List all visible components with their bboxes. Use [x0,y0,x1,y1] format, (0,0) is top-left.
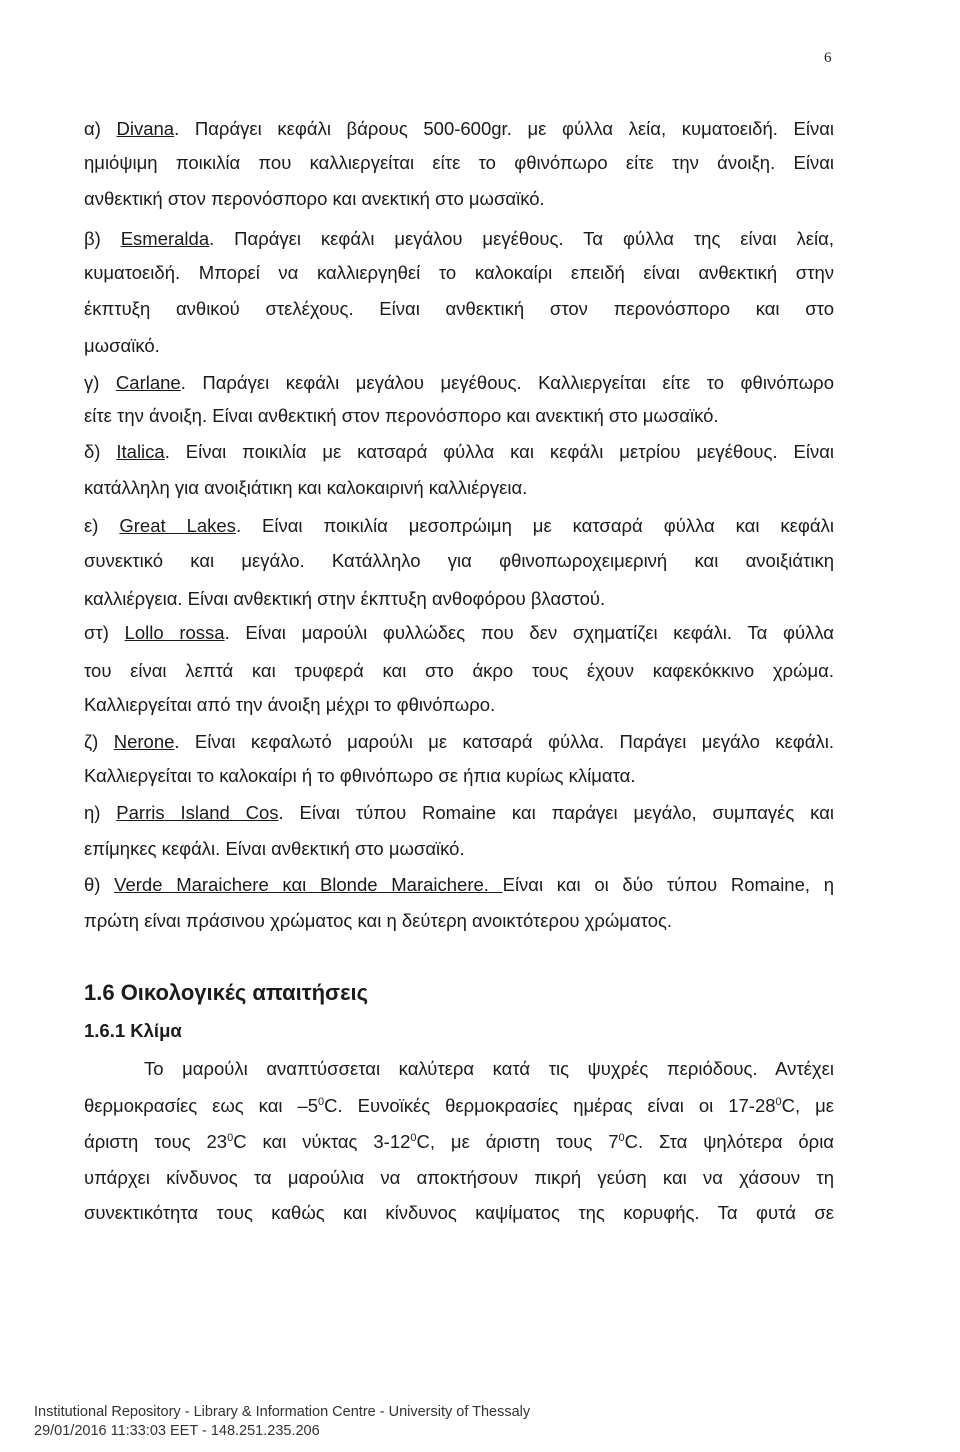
body-line [84,731,834,753]
text-span: . Παράγει κεφάλι βάρους 500-600gr. με φύλλα λεία, κυματοειδή. Είναι [174,118,835,139]
body-line [84,838,465,860]
variety-name: Carlane [115,372,181,393]
body-line [84,477,527,499]
text-span: γ) [84,372,116,393]
text-span: C, με [781,1095,835,1116]
superscript: 0 [410,1132,417,1144]
body-line [84,660,834,682]
text-span: Καλλιεργείται από την άνοιξη μέχρι το φθινόπωρο. [84,694,496,715]
body-line [84,765,635,787]
variety-name: Esmeralda [120,228,210,249]
section-heading: 1.6 Οικολογικές απαιτήσεις [84,980,369,1005]
body-line [84,262,834,284]
text-span: C και νύκτας 3-12 [233,1131,411,1152]
text-span: θ) [84,874,115,895]
body-line [84,152,834,174]
body-line [84,802,834,824]
body-line [84,335,160,357]
text-span: . Παράγει κεφάλι μεγάλου μεγέθους. Τα φύλλα της είναι λεία, [209,228,834,249]
body-line [84,228,834,250]
variety-name: Lollo rossa [124,622,225,643]
text-span: . Είναι κεφαλωτό μαρούλι με κατσαρά φύλλα. Παράγει μεγάλο κεφάλι. [174,731,834,752]
text-span: κατάλληλη για ανοιξιάτικη και καλοκαιρινή καλλιέργεια. [84,477,528,498]
climate-line-5: συνεκτικότητα τους καθώς και κίνδυνος καψίματος της κορυφής. Τα φυτά σε [84,1202,834,1223]
text-span: μωσαϊκό. [84,335,160,356]
text-span: . Είναι ποικιλία με κατσαρά φύλλα και κεφάλι μετρίου μεγέθους. Είναι [164,441,835,462]
text-span: καλλιέργεια. Είναι ανθεκτική στην έκπτυξη ανθοφόρου βλαστού. [84,588,606,609]
body-line [84,372,834,394]
body-line [84,118,834,140]
text-span: επίμηκες κεφάλι. Είναι ανθεκτική στο μωσαϊκό. [84,838,465,859]
text-span: στ) [84,622,125,643]
text-span: . Είναι μαρούλι φυλλώδες που δεν σχηματίζει κεφάλι. Τα φύλλα [224,622,835,643]
variety-name: Divana [116,118,175,139]
climate-line-2 [84,1095,834,1117]
body-line [84,188,545,210]
variety-name: Great Lakes [119,515,236,536]
body-line [84,298,834,320]
variety-name: Verde Maraichere και Blonde Maraichere. [114,874,503,895]
body-line [84,588,605,610]
text-span: ανθεκτική στον περονόσπορο και ανεκτική στο μωσαϊκό. [84,188,545,209]
text-span: . Παράγει κεφάλι μεγάλου μεγέθους. Καλλιεργείται είτε το φθινόπωρο [180,372,834,393]
text-span: είτε την άνοιξη. Είναι ανθεκτική στον περονόσπορο και ανεκτική στο μωσαϊκό. [84,405,719,426]
variety-name: Italica [116,441,165,462]
text-span: ε) [84,515,120,536]
superscript: 0 [775,1096,782,1108]
text-span: C, με άριστη τους 7 [416,1131,619,1152]
text-span: ζ) [84,731,114,752]
body-line [84,694,495,716]
superscript: 0 [618,1132,625,1144]
text-span: α) [84,118,117,139]
text-span: άριστη τους 23 [84,1131,228,1152]
text-span: . Είναι ποικιλία μεσοπρώιμη με κατσαρά φύλλα και κεφάλι [235,515,834,536]
text-span: κυματοειδή. Μπορεί να καλλιεργηθεί το καλοκαίρι επειδή είναι ανθεκτική στην [84,262,834,283]
climate-line-4: υπάρχει κίνδυνος τα μαρούλια να αποκτήσουν πικρή γεύση και να χάσουν τη [84,1167,834,1188]
variety-name: Nerone [113,731,175,752]
text-span: συνεκτικό και μεγάλο. Κατάλληλο για φθινοπωροχειμερινή και ανοιξιάτικη [84,550,834,571]
text-span: β) [84,228,121,249]
climate-line-3 [84,1131,834,1153]
body-line [84,441,834,463]
body-line [84,874,834,896]
text-span: . Είναι τύπου Romaine και παράγει μεγάλο, συμπαγές και [278,802,834,823]
text-span: C. Ευνοϊκές θερμοκρασίες ημέρας είναι οι 17-28 [324,1095,776,1116]
text-span: C. Στα ψηλότερα όρια [624,1131,835,1152]
text-span: η) [84,802,117,823]
timestamp-footer: 29/01/2016 11:33:03 EET - 148.251.235.206 [34,1423,320,1439]
page-number: 6 [824,50,832,66]
text-span: του είναι λεπτά και τρυφερά και στο άκρο τους έχουν καφεκόκκινο χρώμα. [84,660,834,681]
text-span: δ) [84,441,117,462]
text-span: πρώτη είναι πράσινου χρώματος και η δεύτερη ανοικτότερου χρώματος. [84,910,673,931]
text-span: Είναι και οι δύο τύπου Romaine, η [502,874,834,895]
body-line [84,550,834,572]
body-line [84,622,834,644]
text-span: θερμοκρασίες εως και –5 [84,1095,319,1116]
climate-line-1: Το μαρούλι αναπτύσσεται καλύτερα κατά τις ψυχρές περιόδους. Αντέχει [144,1058,834,1079]
text-span: έκπτυξη ανθικού στελέχους. Είναι ανθεκτική στον περονόσπορο και στο [84,298,834,319]
body-line [84,515,834,537]
text-span: Καλλιεργείται το καλοκαίρι ή το φθινόπωρο σε ήπια κυρίως κλίματα. [84,765,636,786]
repository-footer: Institutional Repository - Library & Information Centre - University of Thessaly [34,1404,531,1420]
body-line [84,910,672,932]
text-span: ημιόψιμη ποικιλία που καλλιεργείται είτε το φθινόπωρο είτε την άνοιξη. Είναι [84,152,834,173]
variety-name: Parris Island Cos [116,802,279,823]
superscript: 0 [318,1096,325,1108]
body-line [84,405,719,427]
subsection-heading: 1.6.1 Κλίμα [84,1020,182,1041]
superscript: 0 [227,1132,234,1144]
